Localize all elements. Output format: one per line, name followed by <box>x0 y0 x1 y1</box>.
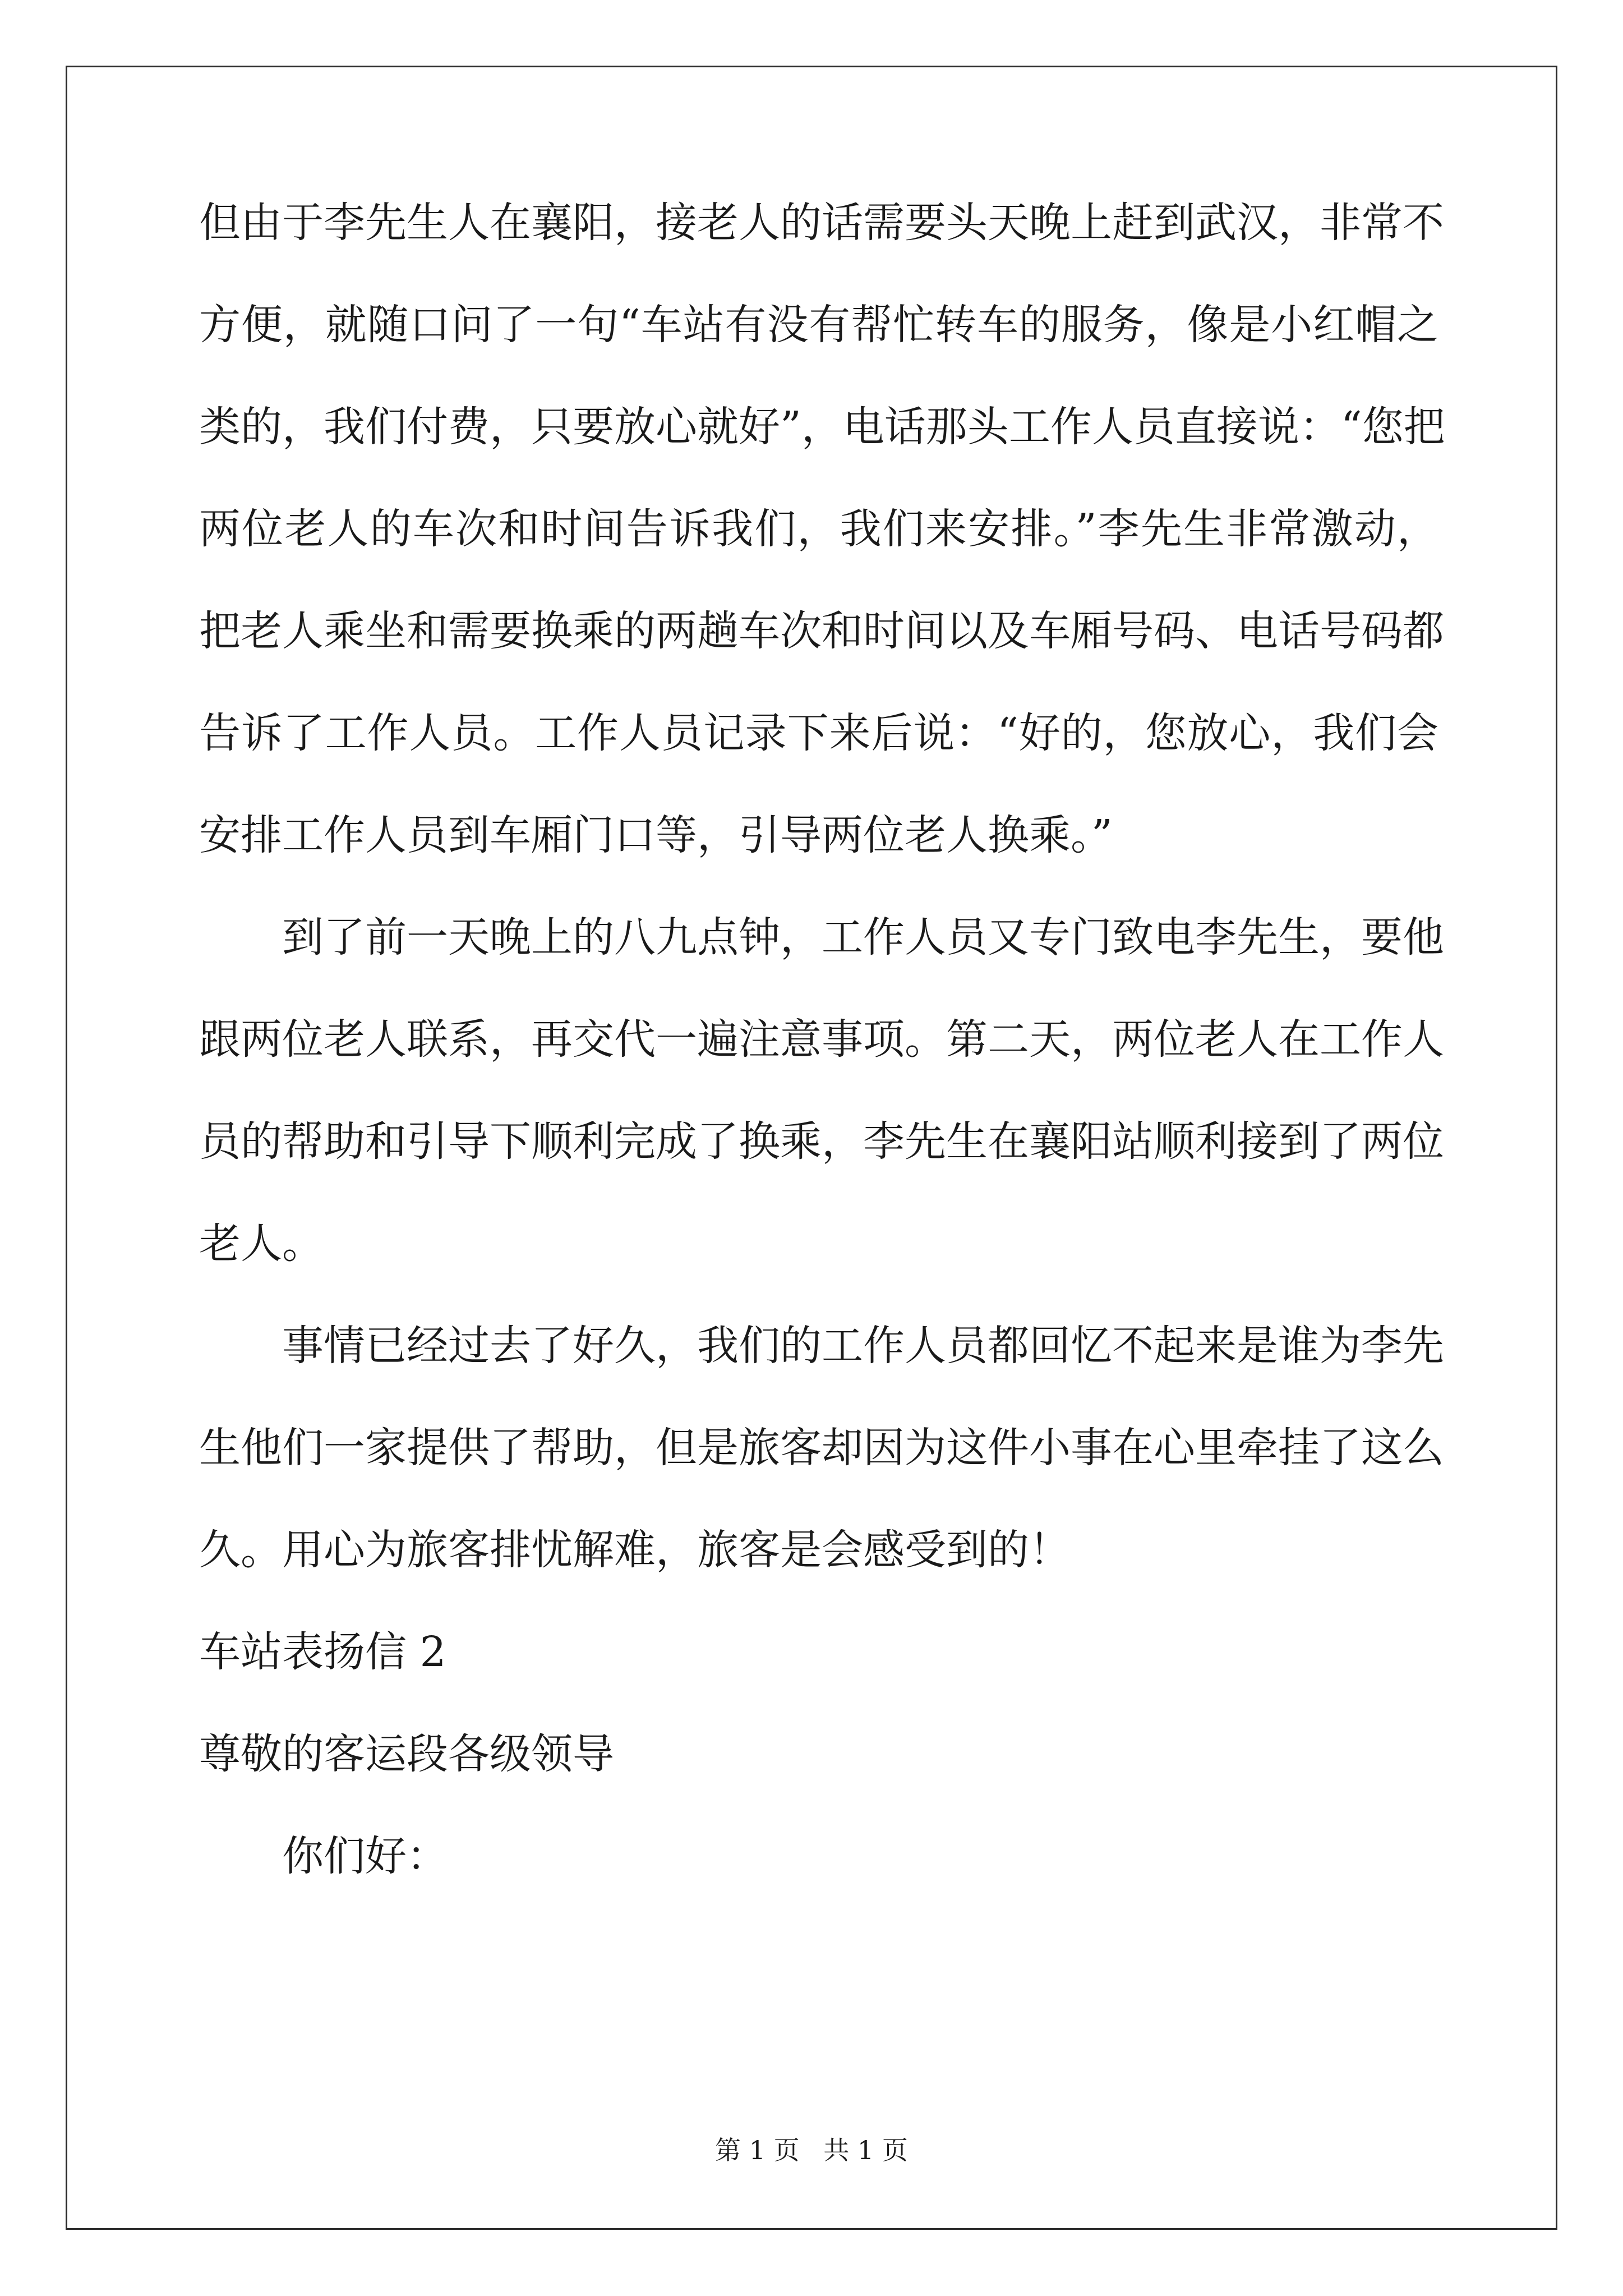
text-line: 但由于李先生人在襄阳，接老人的话需要头天晚上赶到武汉，非常不 <box>199 199 1444 247</box>
paragraph-1 <box>199 199 1445 859</box>
total-pages: 共 1 页 <box>823 2135 908 2165</box>
page-footer <box>0 2137 1623 2163</box>
text-line: 员的帮助和引导下顺利完成了换乘，李先生在襄阳站顺利接到了两位 <box>199 1117 1444 1166</box>
text-line: 类的，我们付费，只要放心就好”，电话那头工作人员直接说：“您把 <box>199 403 1445 451</box>
text-line: 生他们一家提供了帮助，但是旅客却因为这件小事在心里牵挂了这么 <box>199 1424 1444 1472</box>
text-line: 告诉了工作人员。工作人员记录下来后说：“好的，您放心，我们会 <box>199 709 1438 757</box>
section-heading: 车站表扬信 2 <box>199 1628 446 1676</box>
text-line: 方便，就随口问了一句“车站有没有帮忙转车的服务，像是小红帽之 <box>199 301 1438 349</box>
paragraph-2 <box>199 913 1444 1268</box>
page-number: 第 1 页 <box>715 2135 800 2165</box>
text-line: 久。用心为旅客排忧解难，旅客是会感受到的！ <box>199 1526 1071 1574</box>
paragraph-3 <box>199 1322 1444 1574</box>
text-line: 事情已经过去了好久，我们的工作人员都回忆不起来是谁为李先 <box>282 1322 1444 1370</box>
document-body <box>199 199 1445 1938</box>
text-line: 跟两位老人联系，再交代一遍注意事项。第二天，两位老人在工作人 <box>199 1015 1444 1064</box>
salutation: 尊敬的客运段各级领导 <box>199 1730 614 1778</box>
text-line: 老人。 <box>199 1220 324 1268</box>
text-line: 到了前一天晚上的八九点钟，工作人员又专门致电李先生，要他 <box>282 913 1444 961</box>
text-line: 安排工作人员到车厢门口等，引导两位老人换乘。” <box>199 811 1113 859</box>
text-line: 把老人乘坐和需要换乘的两趟车次和时间以及车厢号码、电话号码都 <box>199 607 1444 655</box>
greeting: 你们好： <box>282 1832 448 1880</box>
text-line: 两位老人的车次和时间告诉我们，我们来安排。”李先生非常激动， <box>199 505 1438 553</box>
